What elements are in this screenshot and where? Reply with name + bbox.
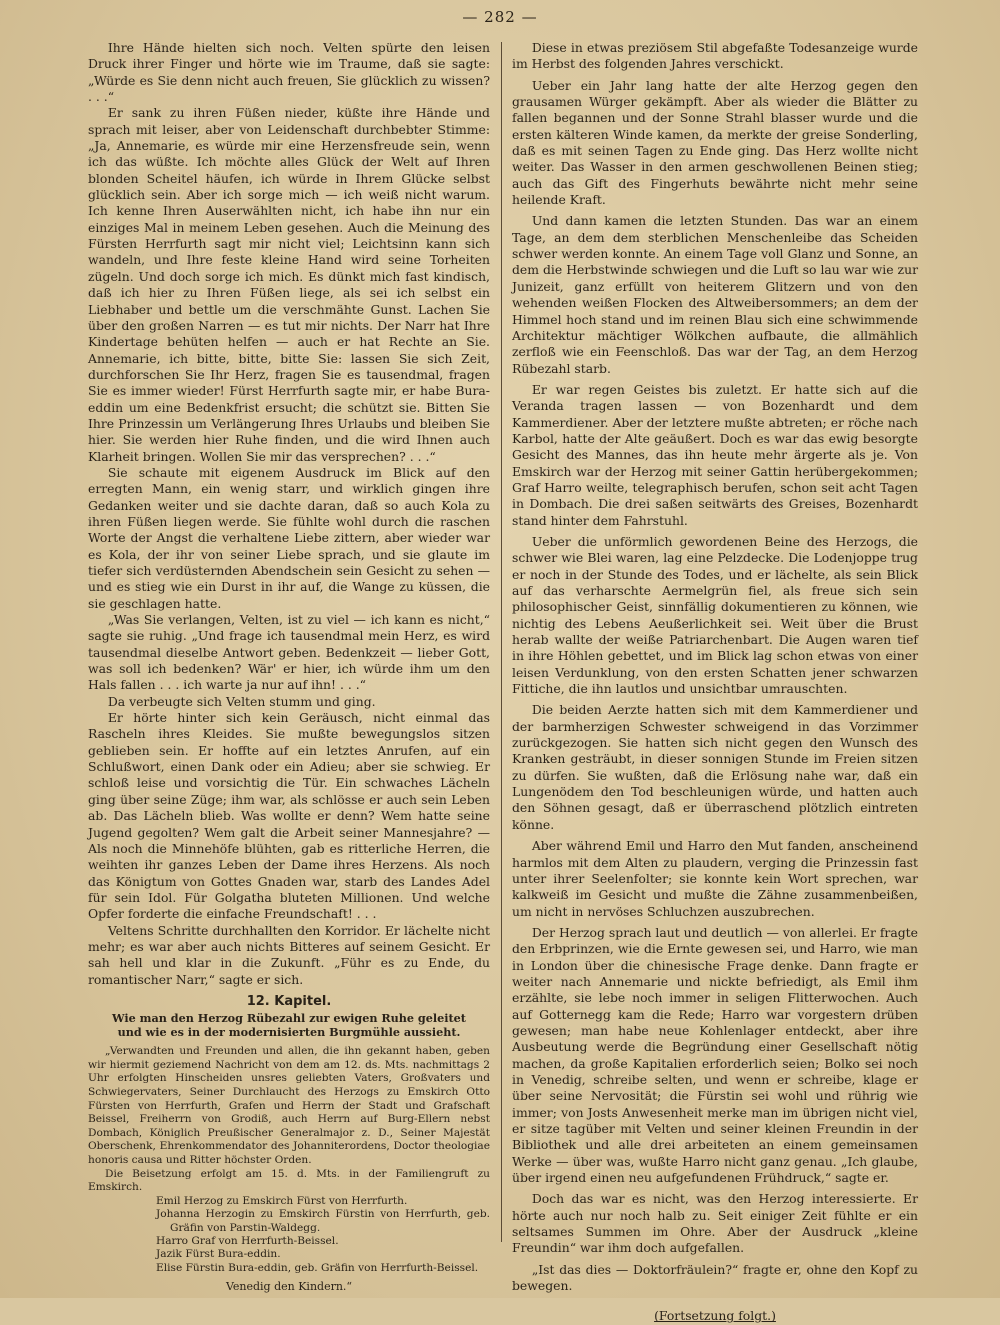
column-divider [501, 42, 502, 1242]
notice-text: „Verwandten und Freunden und allen, die ihn gekannt haben, geben wir hiermit geziemend Nachricht von dem am 12. ds. Mts. nachmittags 2 Uhr erfolgten Hinscheiden unsres geliebten Vaters, Großvaters und Schwiegervaters, Seiner Durchlaucht des Herzogs zu Emskirch Otto Fürsten von Herrfurth, Grafen und Herrn der Stadt und Grafschaft Beissel, Freiherrn von Grodiß, auch Herrn auf Burg-Ellern nebst Dombach, Königlich Preußischer Generalmajor z. D., Seiner Majestät Oberschenk, Ehrenkommendator des Johanniterordens, Doctor theologiae honoris causa und Ritter höchster Orden. [88, 1045, 490, 1167]
mourner-name: Elise Fürstin Bura-eddin, geb. Gräfin von Herrfurth-Beissel. [156, 1261, 479, 1274]
paragraph: Und dann kamen die letzten Stunden. Das war an einem Tage, an dem dem sterblichen Menschenleibe das Scheiden schwer werden konnte. An einem Tage voll Glanz und Sonne, an dem die Herbstwinde schwiegen und die Luft so lau war wie zur Junizeit, ganz erfüllt von heiterem Glitzern und von den wehenden weißen Flocken des Altweibersommers; an dem der Himmel hoch stand und im reinen Blau sich eine schwimmende Architektur mächtiger Wölkchen aufbaute, die allmählich zerfloß wie ein Feenschloß. Das war der Tag, an dem Herzog Rübezahl starb. [512, 213, 918, 376]
mourner-name: Harro Graf von Herrfurth-Beissel. [156, 1235, 339, 1248]
paragraph: Doch das war es nicht, was den Herzog interessierte. Er hörte auch nur noch halb zu. Seit einiger Zeit fühlte er ein seltsames Summen im Ohre. Aber der Ausdruck „kleine Freundin“ war ihm doch aufgefallen. [512, 1191, 918, 1256]
chapter-subtitle: Wie man den Herzog Rübezahl zur ewigen Ruhe geleitet und wie es in der modernisierten Burgmühle aussieht. [112, 1011, 466, 1039]
page-number: — 282 — [462, 8, 538, 26]
paragraph: Sie schaute mit eigenem Ausdruck im Blick auf den erregten Mann, ein wenig starr, und wirklich gingen ihre Gedanken weiter und sie dachte daran, daß so auch Kola zu ihren Füßen liegen werde. Sie fühlte wohl durch die raschen Worte der Angst die verhaltene Liebe zittern, aber wieder war es Kola, der ihr von seiner Liebe sprach, und sie glaute im tiefer sich verdüsternden Abendschein sein Gesicht zu sehen — und es stieg wie ein Durst in ihr auf, die Wange zu küssen, die sie geschlagen hatte. [88, 464, 490, 611]
paragraph: „Was Sie verlangen, Velten, ist zu viel — ich kann es nicht,“ sagte sie ruhig. „Und frage ich tausendmal mein Herz, es wird tausendmal dieselbe Antwort geben. Bedenkzeit — lieber Gott, was soll ich bedenken? Wär' er hier, ich würde ihm um den Hals fallen . . . ich warte ja nur auf ihn! . . .“ [88, 612, 490, 693]
paragraph: Aber während Emil und Harro den Mut fanden, anscheinend harmlos mit dem Alten zu plaudern, verging die Prinzessin fast unter ihrer Seelenfolter; sie konnte kein Wort sprechen, war kalkweiß im Gesicht und mußte die Zähne zusammenbeißen, um nicht in nervöses Schluchzen auszubrechen. [512, 838, 918, 919]
burial-text: Die Beisetzung erfolgt am 15. d. Mts. in der Familiengruft zu Emskirch. [88, 1167, 490, 1194]
mourner-name: Emil Herzog zu Emskirch Fürst von Herrfurth. [156, 1194, 408, 1207]
left-column [88, 40, 490, 1296]
paragraph: Ihre Hände hielten sich noch. Velten spürte den leisen Druck ihrer Finger und hörte wie im Traume, daß sie sagte: „Würde es Sie denn nicht auch freuen, Sie glücklich zu wissen? . . .“ [88, 40, 490, 105]
continued-label: (Fortsetzung folgt.) [654, 1308, 776, 1324]
notice-signoff: Venedig den Kindern.“ [225, 1280, 353, 1294]
paragraph: Ueber ein Jahr lang hatte der alte Herzog gegen den grausamen Würger gekämpft. Aber als wieder die Blätter zu fallen begannen und der Sonne Strahl blasser wurde und die ersten kälteren Winde kamen, da merkte der greise Sonderling, daß es mit seinen Tagen zu Ende ging. Das Herz wollte nicht weiter. Das Wasser in den armen geschwollenen Beinen stieg; auch das Gift des Fingerhuts bewährte nicht mehr seine heilende Kraft. [512, 77, 918, 208]
paragraph: Diese in etwas preziösem Stil abgefaßte Todesanzeige wurde im Herbst des folgenden Jahres verschickt. [512, 40, 918, 72]
chapter-heading: 12. Kapitel. [246, 993, 332, 1009]
paragraph: Veltens Schritte durchhallten den Korridor. Er lächelte nicht mehr; es war aber auch nichts Bitteres auf seinem Gesicht. Er sah hell und klar in die Zukunft. „Führ es zu Ende, du romantischer Narr,“ sagte er sich. [88, 922, 490, 987]
paragraph: Er war regen Geistes bis zuletzt. Er hatte sich auf die Veranda tragen lassen — von Bozenhardt und dem Kammerdiener. Aber der letztere mußte abtreten; er röche nach Karbol, hatte der Alte geäußert. Doch es war das ewig besorgte Gesicht des Mannes, das ihn heute mehr ärgerte als je. Von Emskirch war der Herzog mit seiner Gattin herübergekommen; Graf Harro weilte, telegraphisch berufen, schon seit acht Tagen in Dombach. Die drei saßen seitwärts des Greises, Bozenhardt stand hinter dem Fahrstuhl. [512, 381, 918, 528]
paragraph: „Ist das dies — Doktorfräulein?“ fragte er, ohne den Kopf zu bewegen. [512, 1261, 918, 1294]
paragraph: Er hörte hinter sich kein Geräusch, nicht einmal das Rascheln ihres Kleides. Sie mußte bewegungslos sitzen geblieben sein. Er hoffte auf ein letztes Anrufen, auf ein Schlußwort, einen Dank oder ein Adieu; aber sie schwieg. Er schloß leise und vorsichtig die Tür. Ein schwaches Lächeln ging über seine Züge; ihm war, als schlösse er auch sein Leben ab. Das Lächeln blieb. Was wollte er denn? Wem hatte seine Jugend gegolten? Wem galt die Arbeit seiner Mannesjahre? — Als noch die Minnehöfe blühten, gab es ritterliche Herren, die weihten ihr ganzes Leben der Dame ihres Herzens. Als noch das Königtum von Gottes Gnaden war, starb des Landes Adel für sein Idol. Für Golgatha bluteten Millionen. Und welche Opfer forderte die einfache Freundschaft! . . . [88, 710, 490, 922]
death-notice [88, 1045, 490, 1195]
mourner-name: Jazik Fürst Bura-eddin. [156, 1248, 281, 1261]
paragraph: Ueber die unförmlich gewordenen Beine des Herzogs, die schwer wie Blei waren, lag eine Pelzdecke. Die Lodenjoppe trug er noch in der Stunde des Todes, und er lächelte, als sein Blick auf das verharschte Aermelgrün fiel, als freue sich sein philosophischer Geist, sinnfällig dokumentieren zu können, wie nichtig des Lebens Aeußerlichkeit sei. Weit über die Brust herab wallte der weiße Patriarchenbart. Die Augen waren tief in ihre Höhlen gebettet, und im Blick lag schon etwas von einer leisen Verdunklung, von den ersten Schatten jener schwarzen Fittiche, die ihn lautlos und unsichtbar umrauschten. [512, 533, 918, 697]
mourner-name: Johanna Herzogin zu Emskirch Fürstin von Herrfurth, geb. Gräfin von Parstin-Waldegg. [156, 1208, 490, 1234]
continued-note [512, 1308, 918, 1324]
paragraph: Er sank zu ihren Füßen nieder, küßte ihre Hände und sprach mit leiser, aber von Leidenschaft durchbebter Stimme: „Ja, Annemarie, es würde mir eine Herzensfreude sein, wenn ich das wüßte. Ich möchte alles Glück der Welt auf Ihren blonden Scheitel häufen, ich würde in Ihrem Glücke selbst glücklich sein. Aber ich sorge mich — ich weiß nicht warum. Ich kenne Ihren Auserwählten nicht, ich habe ihn nur ein einziges Mal in meinem Leben gesehen. Auch die Meinung des Fürsten Herrfurth sagt mir nicht viel; Leichtsinn kann sich wandeln, und Ihre feste kleine Hand wird seine Torheiten zügeln. Und doch sorge ich mich. Es dünkt mich fast kindisch, daß ich hier zu Ihren Füßen liege, als sei ich selbst ein Liebhaber und bettle um die verschmähte Gunst. Lachen Sie über den großen Narren — es tut mir nichts. Der Narr hat Ihre Kindertage behüten helfen — auch er hat Rechte an Sie. Annemarie, ich bitte, bitte, bitte Sie: lassen Sie sich Zeit, durchforschen Sie Ihr Herz, fragen Sie es tausendmal, fragen Sie es immer wieder! Fürst Herrfurth sagte mir, er habe Bura-eddin um eine Bedenkfrist ersucht; die schützt sie. Bitten Sie Ihre Prinzessin um Verlängerung Ihres Urlaubs und bleiben Sie hier. Sie werden hier Ruhe finden, und die wird Ihnen auch Klarheit bringen. Wollen Sie mir das versprechen? . . .“ [88, 105, 490, 464]
right-column [512, 40, 918, 1325]
paragraph: Da verbeugte sich Velten stumm und ging. [107, 693, 376, 709]
paragraph: Der Herzog sprach laut und deutlich — von allerlei. Er fragte den Erbprinzen, wie die Ernte gewesen sei, und Harro, wie man in London über die chinesische Frage denke. Dann fragte er weiter nach Annemarie und nickte befriedigt, als Emil ihm erzählte, sie lebe noch immer in seligen Flitterwochen. Auch auf Gotternegg kam die Rede; Harro war vorgestern drüben gewesen; man habe neue Kohlenlager entdeckt, aber ihre Ausbeutung werde die Begründung einer Gesellschaft nötig machen, da große Kapitalien erforderlich seien; Bolko sei noch in Venedig, schreibe selten, und wenn er schreibe, klage er über seine Nervosität; die Fürstin sei wohl und rührig wie immer; von Josts Anwesenheit merke man im übrigen nicht viel, er sitze tagüber mit Velten und seiner kleinen Freundin in der Bibliothek und alle drei arbeiteten an einem gemeinsamen Werke — über was, wußte Harro nicht ganz genau. „Ich glaube, über irgend einen neu aufgefundenen Frühdruck,“ sagte er. [512, 924, 918, 1186]
paragraph: Die beiden Aerzte hatten sich mit dem Kammerdiener und der barmherzigen Schwester schweigend in das Vorzimmer zurückgezogen. Sie hatten sich nicht gegen den Wunsch des Kranken gesträubt, in dieser sonnigen Stunde im Freien sitzen zu dürfen. Sie wußten, daß die Erlösung nahe war, daß ein Lungenödem den Tod beschleunigen würde, und hatten auch den Söhnen gesagt, daß er überraschend plötzlich eintreten könne. [512, 702, 918, 832]
mourners-list [88, 1195, 490, 1275]
